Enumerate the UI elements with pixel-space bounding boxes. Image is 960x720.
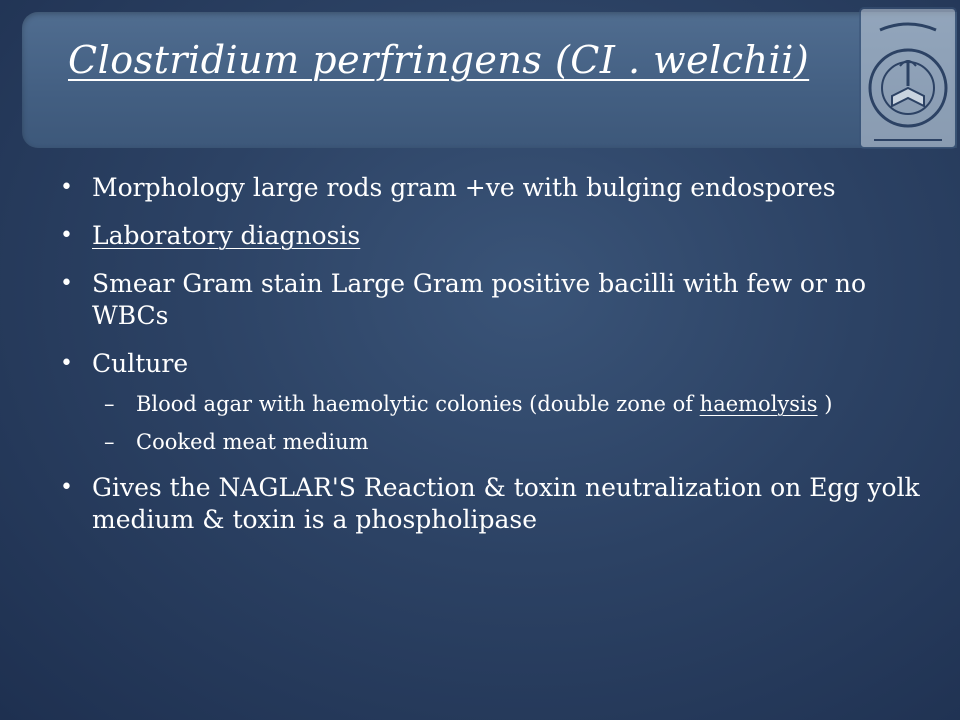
bullet-text: Morphology large rods gram +ve with bulging endospores (92, 173, 836, 202)
sub-bullet-text: Cooked meat medium (136, 430, 369, 454)
sub-bullet-dash: – (104, 430, 115, 454)
sub-bullet-cooked-meat (60, 428, 920, 456)
sub-bullet-blood-agar (60, 390, 920, 418)
bullet-dot: • (60, 175, 73, 200)
bullet-dot: • (60, 223, 73, 248)
sub-bullet-dash: – (104, 392, 115, 416)
bullet-dot: • (60, 475, 73, 500)
university-seal-logo (830, 0, 960, 160)
sub-bullet-text-end: ) (817, 392, 833, 416)
bullet-naglar (60, 472, 920, 536)
bullet-dot: • (60, 351, 73, 376)
slide-title: Clostridium perfringens (CI . welchii) (68, 38, 810, 82)
sub-bullet-text: Blood agar with haemolytic colonies (double zone of (136, 392, 700, 416)
bullet-text: Gives the NAGLAR'S Reaction & toxin neutralization on Egg yolk medium & toxin is a phospholipase (92, 473, 920, 534)
bullet-text: Culture (92, 349, 189, 378)
bullet-smear (60, 268, 920, 332)
bullet-lab-diagnosis (60, 220, 920, 252)
bullet-text: Smear Gram stain Large Gram positive bacilli with few or no WBCs (92, 269, 867, 330)
slide-body (60, 172, 920, 552)
bullet-text-underlined: Laboratory diagnosis (92, 221, 361, 250)
bullet-dot: • (60, 271, 73, 296)
haemolysis-link: haemolysis (699, 392, 818, 416)
bullet-morphology (60, 172, 920, 204)
bullet-culture (60, 348, 920, 380)
